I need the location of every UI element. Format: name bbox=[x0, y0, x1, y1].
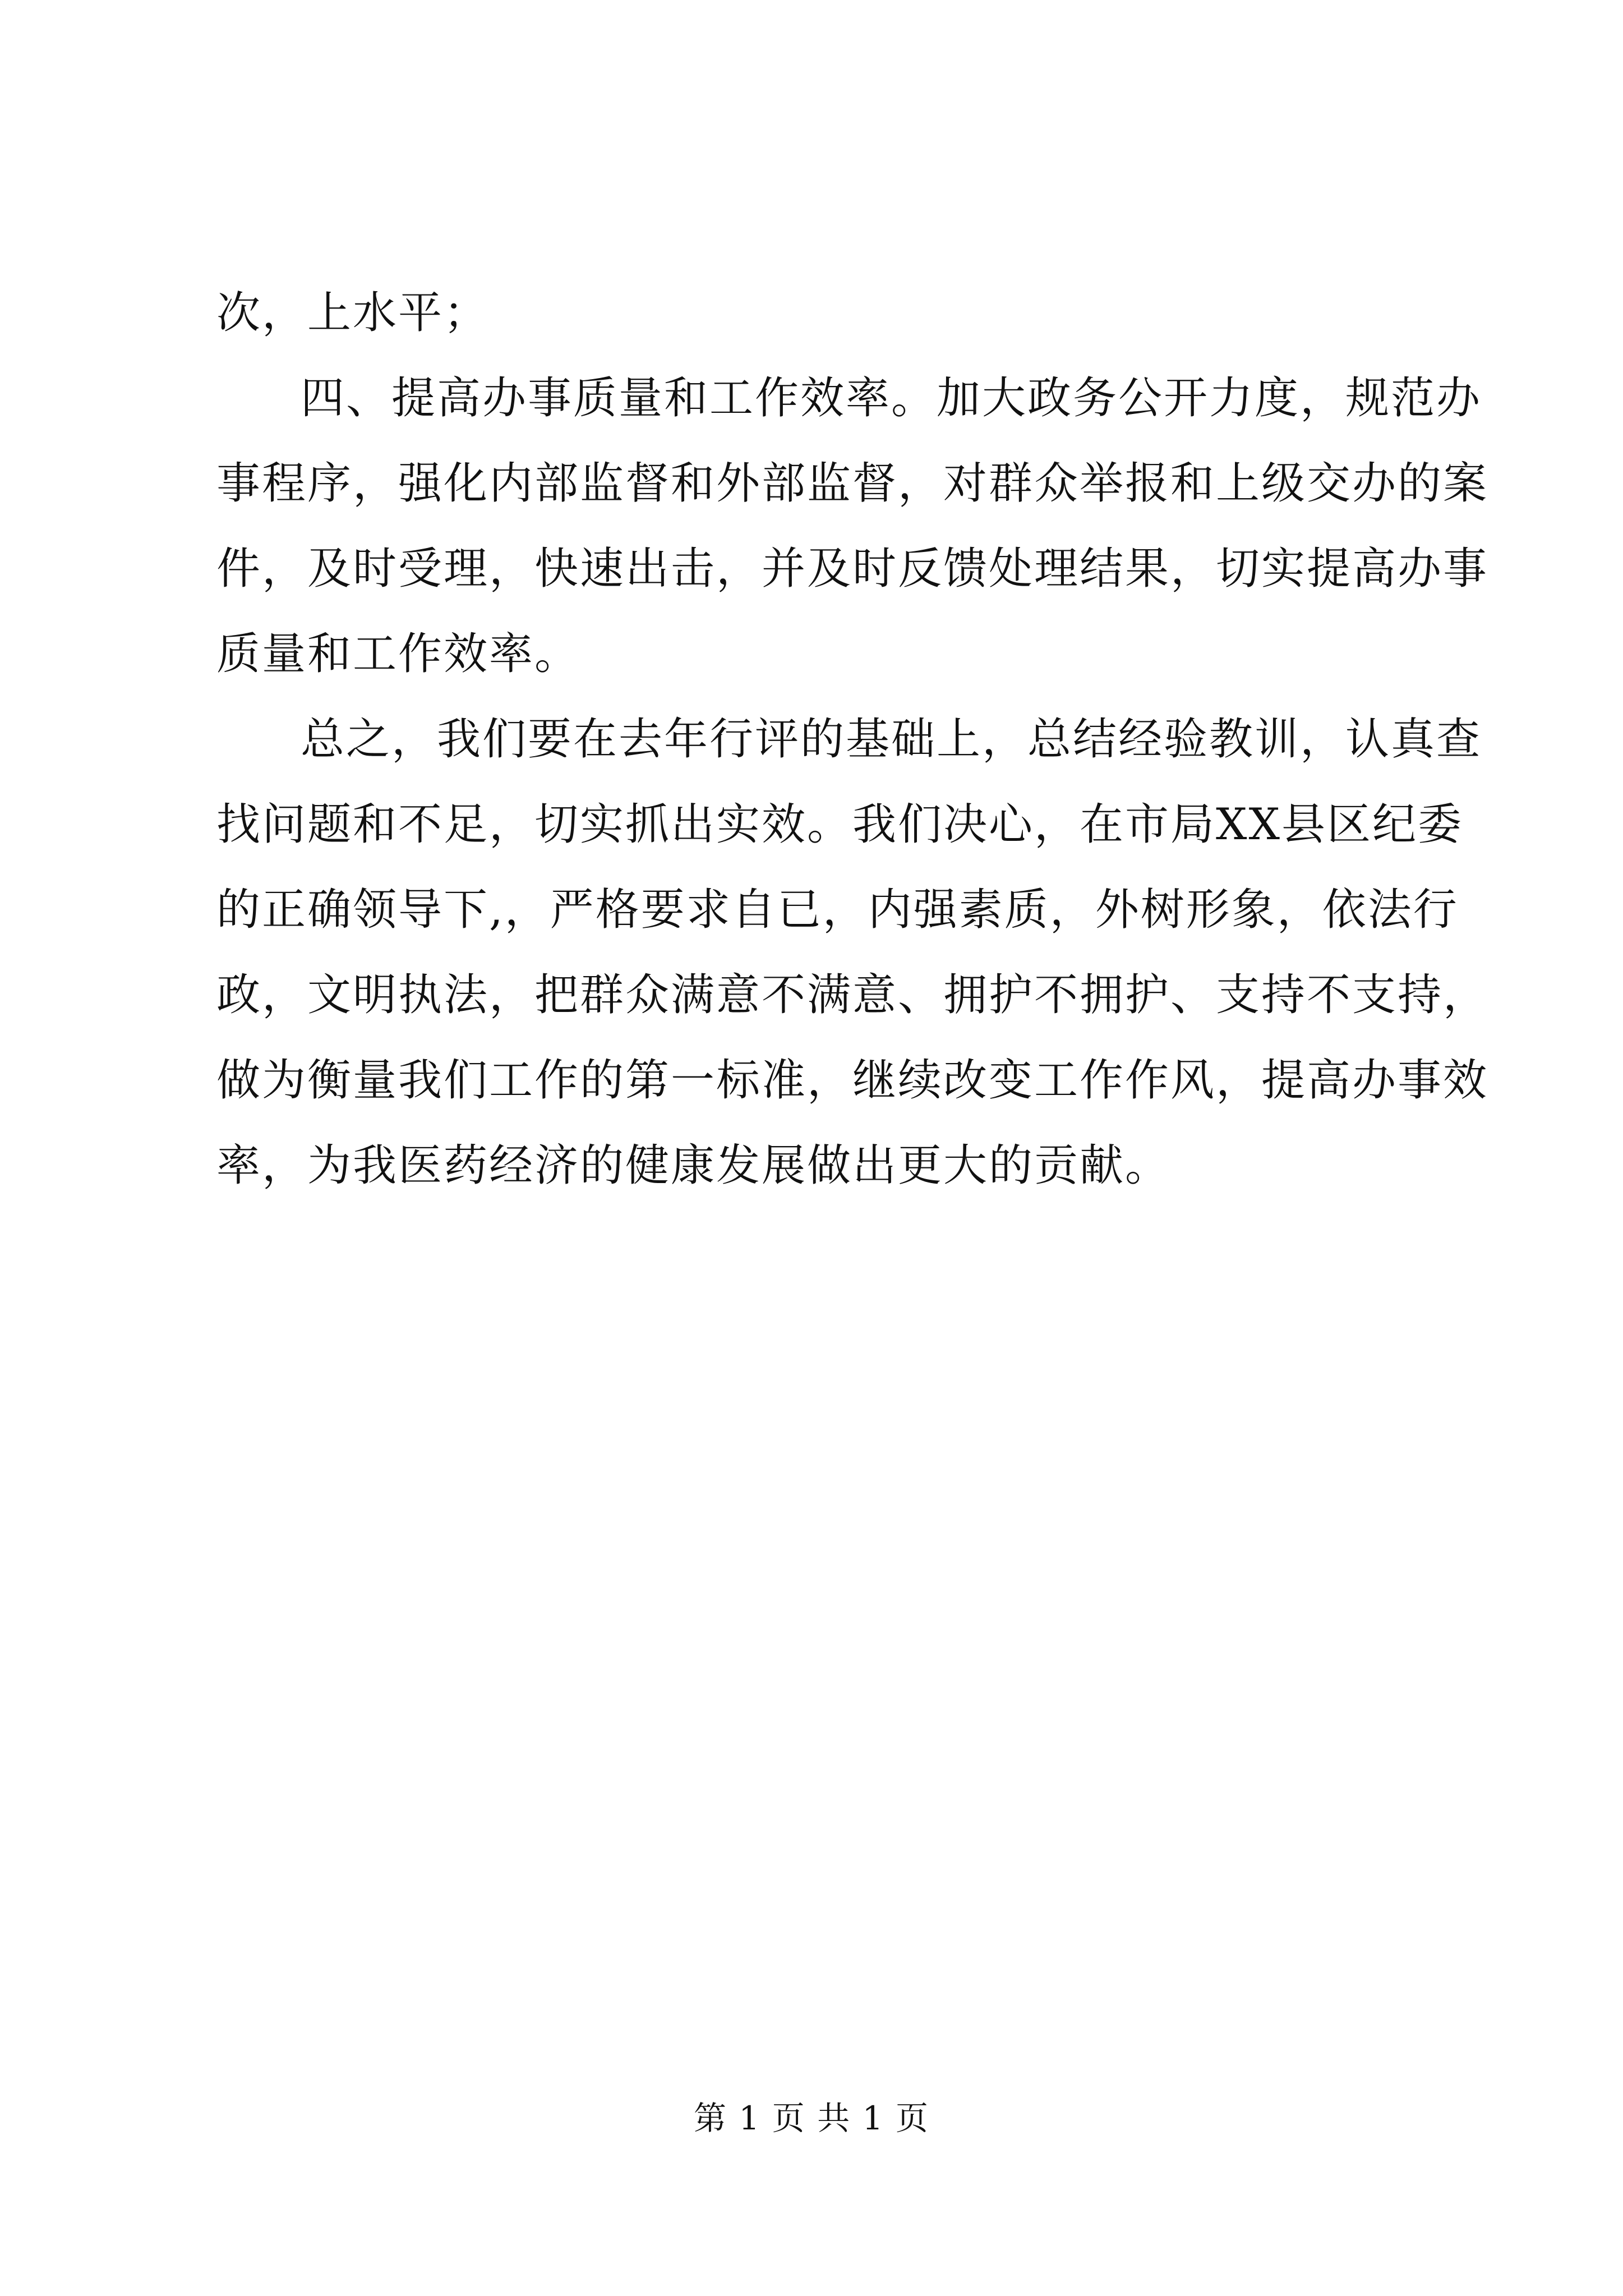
text-line: 件，及时受理，快速出击，并及时反馈处理结果，切实提高办事 bbox=[216, 544, 1489, 594]
text-line: 质量和工作效率。 bbox=[216, 629, 580, 679]
text-line: 的正确领导下,，严格要求自已，内强素质，外树形象，依法行 bbox=[216, 885, 1459, 935]
text-line: 率，为我医药经济的健康发展做出更大的贡献。 bbox=[216, 1140, 1171, 1191]
text-line: 四、提高办事质量和工作效率。加大政务公开力度，规范办 bbox=[301, 373, 1482, 424]
document-body bbox=[216, 270, 1489, 1208]
page-number-footer: 第 1 页 共 1 页 bbox=[694, 2099, 929, 2137]
text-line: 次，上水平； bbox=[216, 288, 490, 338]
text-line: 政，文明执法，把群众满意不满意、拥护不拥护、支持不支持， bbox=[216, 970, 1489, 1020]
text-line: 找问题和不足，切实抓出实效。我们决心，在市局XX县区纪委 bbox=[216, 799, 1464, 850]
text-line: 总之，我们要在去年行评的基础上，总结经验教训，认真查 bbox=[301, 714, 1482, 765]
text-line: 做为衡量我们工作的第一标准，继续改变工作作风，提高办事效 bbox=[216, 1055, 1489, 1106]
text-line: 事程序，强化内部监督和外部监督，对群众举报和上级交办的案 bbox=[216, 458, 1489, 509]
